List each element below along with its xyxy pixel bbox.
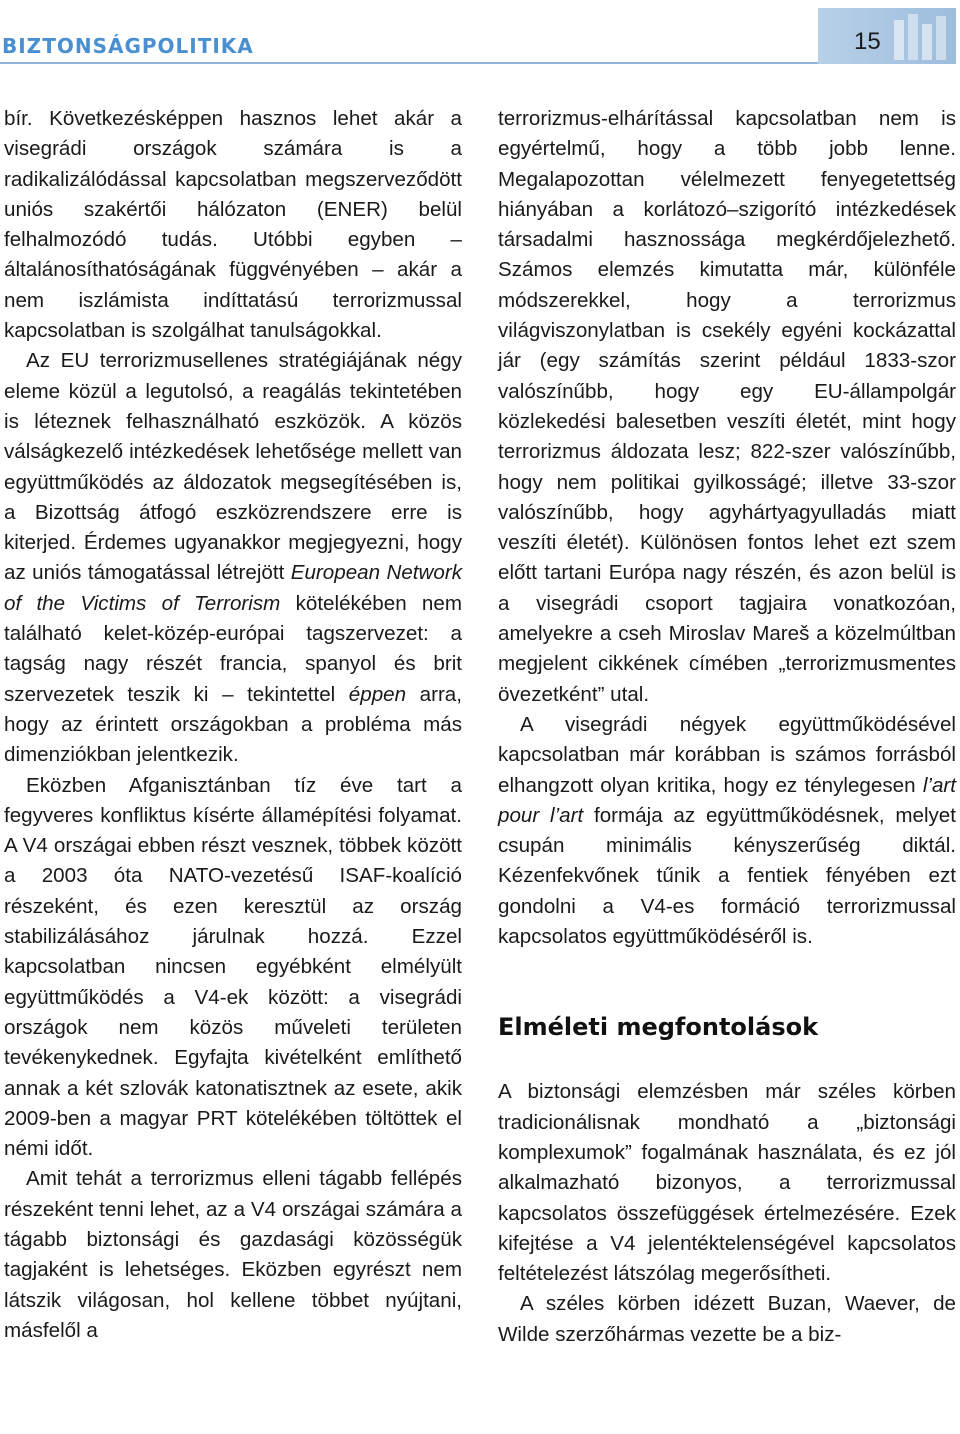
section-heading: Elméleti megfontolások — [498, 1013, 819, 1042]
left-column — [4, 104, 462, 1346]
right-column — [498, 104, 956, 1350]
italic-text: European Network of the Victims of Terrorism — [4, 561, 463, 615]
header-rule — [0, 62, 818, 64]
text-run: formája az együttműködésnek, melyet csupán minimális kényszerűség diktál. Kézenfekvőnek tűnik a fentiek fényében ezt gondolni a V4-es formáció terrorizmussal kapcsolatos együttműködéséről is. — [498, 803, 956, 949]
text-run: kötelékében nem található kelet-közép-európai tagszervezet: a tagság nagy részét francia, spanyol és brit szervezetek teszik ki – tekintettel — [4, 591, 462, 706]
paragraph — [4, 346, 462, 770]
paragraph — [498, 710, 956, 952]
paragraph: A biztonsági elemzésben már széles körben tradicionálisnak mondható a „biztonsági komplexumok” fogalmának használata, és ez jól alkalmazható bizonyos, a terrorizmussal kapcsolatos összefüggések értelmezésére. Ezek kifejtése a V4 jelentéktelenségével kapcsolatos feltételezést látszólag megerősítheti. — [498, 1080, 956, 1286]
journal-logo-icon — [890, 10, 950, 62]
paragraph: Amit tehát a terrorizmus elleni tágabb fellépés részeként tenni lehet, az a V4 országai számára a tágabb biztonsági és gazdasági közösségük tagjaként is lehetséges. Eközben egyrészt nem látszik világosan, hol kellene többet nyújtani, másfelől a — [4, 1167, 462, 1342]
italic-text: l’art pour l’art — [498, 773, 956, 827]
running-head-title: BIZTONSÁGPOLITIKA — [2, 34, 254, 58]
page-number: 15 — [854, 28, 881, 55]
text-run: A visegrádi négyek együttműködésével kapcsolatban már korábban is számos forrásból elhangzott olyan kritika, hogy ez ténylegesen — [498, 712, 956, 797]
italic-text: éppen — [348, 682, 407, 706]
text-run: arra, hogy az érintett országokban a probléma más dimenziókban jelentkezik. — [4, 682, 462, 767]
paragraph: terrorizmus-elhárítással kapcsolatban nem is egyértelmű, hogy a több jobb lenne. Megalapozottan vélelmezett fenyegetettség hiányában a korlátozó–szigorító intézkedések társadalmi hasznossága megkérdőjelezhető. Számos elemzés kimutatta már, különféle módszerekkel, hogy a terrorizmus világviszonylatban is csekély egyéni kockázattal jár (egy számítás szerint például 1833-szor valószínűbb, hogy egy EU-állampolgár közlekedési balesetben veszíti életét, mint hogy terrorizmus áldozata lesz; 822-szer valószínűbb, hogy nem politikai gyilkosságé; illetve 33-szor valószínűbb, hogy agyhártyagyulladás miatt veszíti életét). Különösen fontos lehet ezt szem előtt tartani Európa nagy részén, és azon belül is a visegrádi csoport tagjaira vonatkozóan, amelyekre a cseh Miroslav Mareš a közelmúltban megjelent cikkének címében „terrorizmusmentes övezetként” utal. — [498, 107, 956, 706]
paragraph: Eközben Afganisztánban tíz éve tart a fegyveres konfliktus kísérte államépítési folyamat. A V4 országai ebben részt vesznek, többek között a 2003 óta NATO-vezetésű ISAF-koalíció részeként, és ezen keresztül az ország stabilizálásához járulnak hozzá. Ezzel kapcsolatban nincsen egyébként elmélyült együttműködés a V4-ek között: a visegrádi országok nem közös műveleti területen tevékenykednek. Egyfajta kivételként említhető annak a két szlovák katonatisztnek az esete, akik 2009-ben a magyar PRT kötelékében töltöttek el némi időt. — [4, 773, 462, 1161]
page-number-box — [818, 8, 956, 64]
paragraph: bír. Következésképpen hasznos lehet akár a visegrádi országok számára is a radikalizálódással kapcsolatban megszerveződött uniós szakértői hálózaton (ENER) belül felhalmozódó tudás. Utóbbi egyben – általánosíthatóságának függvényében – akár a nem iszlámista indíttatású terrorizmussal kapcsolatban is szolgálhat tanulságokkal. — [4, 107, 462, 343]
paragraph: A széles körben idézett Buzan, Waever, de Wilde szerzőhármas vezette be a biz- — [498, 1292, 956, 1346]
page-header — [0, 0, 960, 64]
text-run: Az EU terrorizmusellenes stratégiájának négy eleme közül a legutolsó, a reagálás tekintetében is léteznek felhasználható eszközök. A közös válságkezelő intézkedések lehetősége mellett van együttműködés az áldozatok megsegítésében is, a Bizottság átfogó eszközrendszere erre is kiterjed. Érdemes ugyanakkor megjegyezni, hogy az uniós támogatással létrejött — [4, 349, 462, 585]
